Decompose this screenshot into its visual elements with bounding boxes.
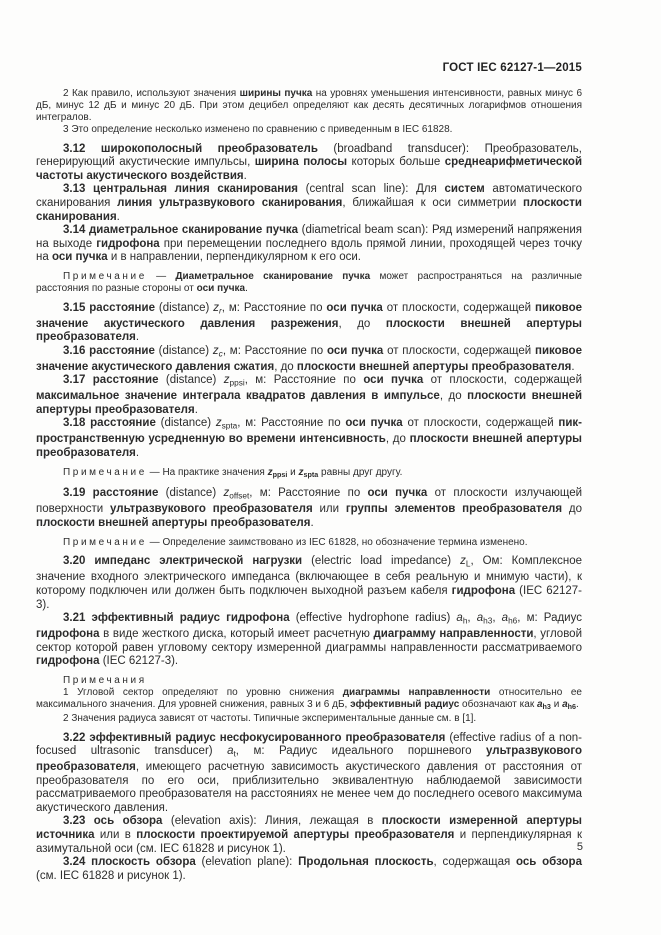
note-2-beam-width: 2 Как правило, используют значения ширины пучка на уровнях уменьшения интенсивности, равных минус 6 дБ, минус 12 дБ и минус 20 дБ. При этом децибел определяют как десять десятичных логарифмов отношения интегралов. (36, 88, 582, 123)
term-3-23-elevation-axis: 3.23 ось обзора (elevation axis): Линия, лежащая в плоскости измеренной апертуры источника или в плоскости проектируемой апертуры преобразователя и перпендикулярная к азимутальной оси (см. IEC 61828 и рисунок 1). (36, 815, 583, 855)
term-3-13-central-scan-line: 3.13 центральная линия сканирования (central scan line): Для систем автоматического сканирования линия ультразвукового сканирования, ближайшая к оси симметрии плоскости сканирования. (36, 183, 582, 223)
note-diametrical-scan: Примечание — Диаметральное сканирование пучка может распространяться на различные расстояния по разные стороны от оси пучка. (36, 270, 582, 294)
page-number: 5 (576, 841, 583, 853)
notes-heading: Примечания (63, 674, 147, 686)
note-zppsi-zspta-equal: Примечание — На практике значения $z_{ppsi}$ и $z_{spta}$ равны друг другу. (63, 466, 403, 479)
note-borrowed-iec-61828: Примечание — Определение заимствовано из IEC 61828, но обозначение термина изменено. (63, 536, 528, 548)
term-3-17-distance-zppsi: 3.17 расстояние (distance) $z_{ppsi}$, м: Расстояние по оси пучка от плоскости, содержащей максимальное значение интеграла квадратов давления в импульсе, до плоскости внешней апертуры преобразователя. (36, 374, 583, 416)
term-3-22-effective-radius-nonfocused: 3.22 эффективный радиус несфокусированного преобразователя (effective radius of a non-focused ultrasonic transducer) $a_t$, м: Радиус идеального поршневого ультразвукового преобразователя, имеющего расчетную зависимость акустического давления от расстояния от преобразователя по его оси, приблизительно эквивалентную наблюдаемой зависимости рассматриваемого преобразователя на расстояниях не менее чем до последнего осевого максимума акустического давления. (36, 731, 583, 814)
term-3-18-distance-zspta: 3.18 расстояние (distance) $z_{spta}$, м: Расстояние по оси пучка от плоскости, содержащей пик-пространственную усредненную во времени интенсивность, до плоскости внешней апертуры преобразователя. (36, 417, 583, 459)
term-3-14-diametrical-beam-scan: 3.14 диаметральное сканирование пучка (diametrical beam scan): Ряд измерений напряжения на выходе гидрофона при перемещении последнего вдоль прямой линии, проходящей через точку на оси пучка и в направлении, перпендикулярном к его оси. (36, 224, 582, 264)
document-header-code: ГОСТ IEC 62127-1—2015 (442, 62, 582, 74)
document-body (36, 88, 582, 883)
note-2-radius-frequency: 2 Значения радиуса зависят от частоты. Типичные экспериментальные данные см. в [1]. (63, 712, 477, 724)
note-1-angular-sector: 1 Угловой сектор определяют по уровню снижения диаграммы направленности относительно ее максимального значения. Для уровней снижения, равных 3 и 6 дБ, эффективный радиус обозначают как $a_{h3}$ и $a_{h6}$. (36, 686, 582, 711)
term-3-20-electric-load-impedance: 3.20 импеданс электрической нагрузки (electric load impedance) $z_L$, Ом: Комплексное значение входного электрического импеданса (включающее в себя реальную и мнимую части), к которому подключен или должен быть подключен выходной разъем кабеля гидрофона (IEC 62127-3). (36, 555, 582, 611)
term-3-16-distance-zc: 3.16 расстояние (distance) $z_c$, м: Расстояние по оси пучка от плоскости, содержащей пиковое значение акустического давления сжатия, до плоскости внешней апертуры преобразователя. (36, 344, 582, 373)
term-3-15-distance-zr: 3.15 расстояние (distance) $z_r$, м: Расстояние по оси пучка от плоскости, содержащей пиковое значение акустического давления разрежения, до плоскости внешней апертуры преобразователя. (36, 301, 582, 344)
term-3-19-distance-zoffset: 3.19 расстояние (distance) $z_{offset}$, м: Расстояние по оси пучка от плоскости излучающей поверхности ультразвукового преобразователя или группы элементов преобразователя до плоскости внешней апертуры преобразователя. (36, 487, 583, 529)
term-3-12-broadband-transducer: 3.12 широкополосный преобразователь (broadband transducer): Преобразователь, генерирующий акустические импульсы, ширина полосы которых больше среднеарифметической частоты акустического воздействия. (36, 142, 583, 182)
note-3-definition-changed: 3 Это определение несколько изменено по сравнению с приведенным в IEC 61828. (63, 123, 453, 135)
term-3-21-effective-hydrophone-radius: 3.21 эффективный радиус гидрофона (effective hydrophone radius) $a_h$, $a_{h3}$, $a_{h6}$, м: Радиус гидрофона в виде жесткого диска, который имеет расчетную диаграмму направленности, угловой сектор которой равен угловому сектору измеренной диаграммы направленности рассматриваемого гидрофона (IEC 62127-3). (36, 612, 582, 668)
term-3-24-elevation-plane: 3.24 плоскость обзора (elevation plane): Продольная плоскость, содержащая ось обзора (см. IEC 61828 и рисунок 1). (36, 856, 582, 882)
